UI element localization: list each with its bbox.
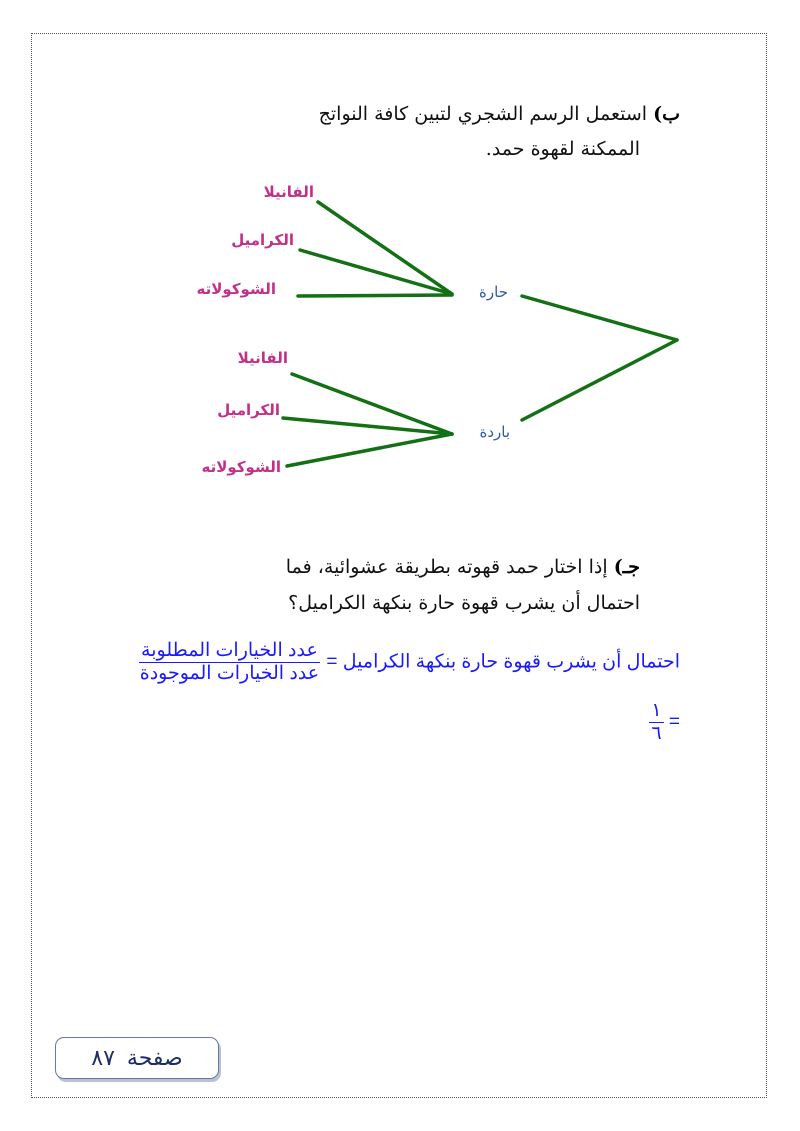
- question-c-line2: احتمال أن يشرب قهوة حارة بنكهة الكراميل؟: [288, 592, 640, 614]
- branch-hot-chocolate: [298, 295, 452, 296]
- answer-numerator: عدد الخيارات المطلوبة: [141, 640, 318, 661]
- question-b-text: استعمل الرسم الشجري لتبين كافة النواتج: [318, 103, 648, 125]
- page-number: ٨٧: [91, 1045, 115, 1071]
- answer-lhs: احتمال أن يشرب قهوة حارة بنكهة الكراميل: [342, 651, 680, 673]
- question-b-line2: الممكنة لقهوة حمد.: [485, 138, 640, 160]
- answer-denominator: عدد الخيارات الموجودة: [139, 663, 320, 684]
- branch-hot-caramel: [300, 250, 452, 294]
- result-numerator: ١: [651, 700, 662, 721]
- answer-equation: [138, 640, 680, 685]
- node-hot: حارة: [479, 283, 508, 301]
- result-fraction: [649, 700, 663, 745]
- leaf-cold-chocolate: الشوكولاته: [201, 458, 281, 476]
- branch-root-cold: [522, 340, 677, 420]
- node-cold: باردة: [479, 423, 510, 441]
- answer-result: [649, 700, 680, 745]
- question-c-line1: [286, 556, 640, 578]
- leaf-cold-vanilla: الفانيلا: [237, 349, 288, 367]
- question-c-text: إذا اختار حمد قهوته بطريقة عشوائية، فما: [285, 556, 608, 578]
- leaf-hot-vanilla: الفانيلا: [263, 183, 314, 201]
- branch-root-hot: [522, 296, 677, 340]
- branch-cold-chocolate: [287, 434, 452, 466]
- page-number-box: [55, 1037, 219, 1079]
- leaf-hot-caramel: الكراميل: [231, 231, 294, 249]
- leaf-cold-caramel: الكراميل: [217, 401, 280, 419]
- leaf-hot-chocolate: الشوكولاته: [196, 280, 276, 298]
- result-denominator: ٦: [651, 723, 662, 744]
- answer-fraction: [138, 640, 321, 685]
- answer-equals: =: [326, 651, 338, 673]
- result-equals: =: [668, 711, 680, 733]
- question-b-label: ب): [653, 103, 680, 125]
- branch-hot-vanilla: [318, 202, 452, 294]
- question-c-label: جـ): [613, 556, 640, 578]
- page-word: صفحة: [126, 1045, 183, 1071]
